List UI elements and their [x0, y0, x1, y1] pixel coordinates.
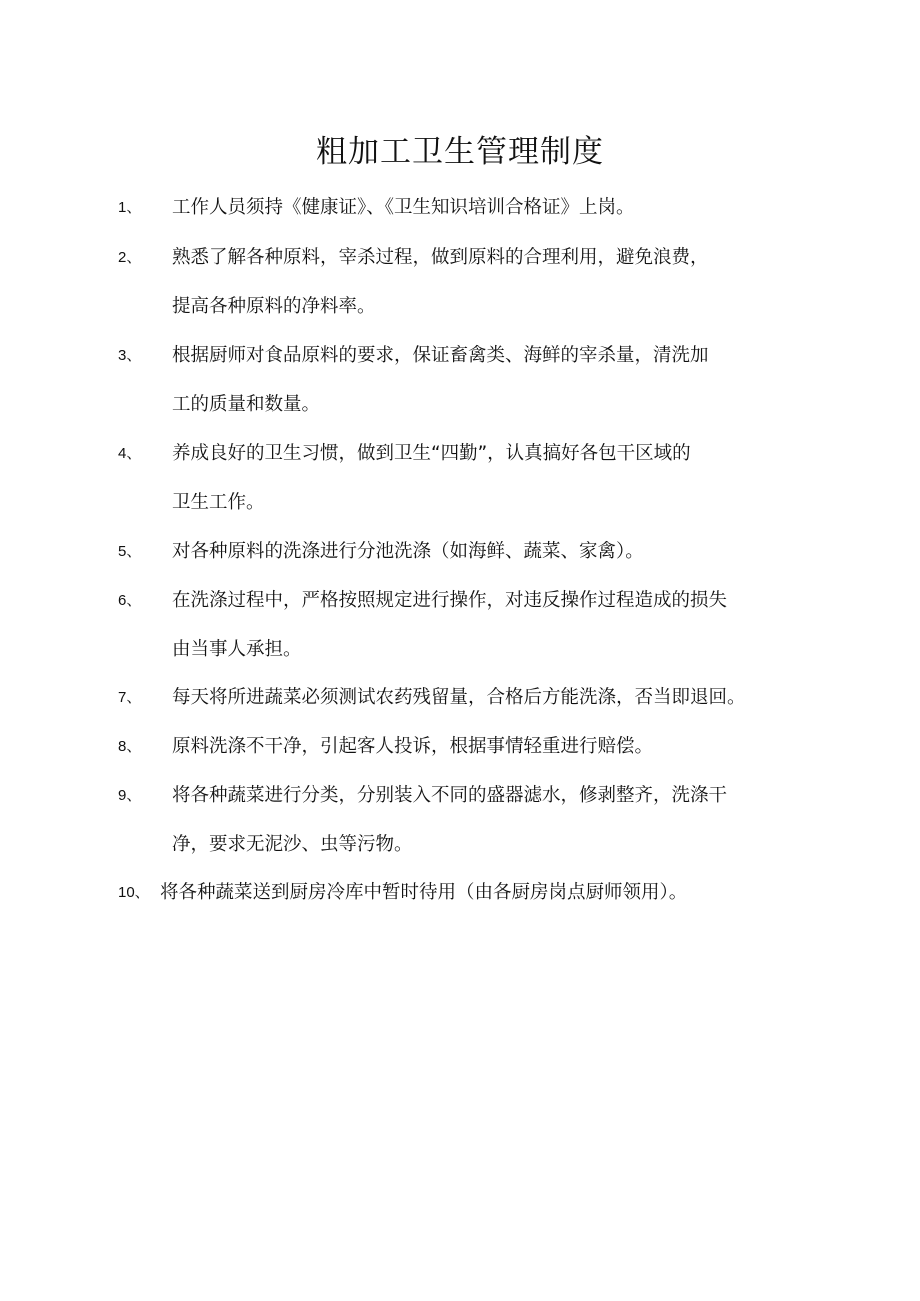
- rule-text-line: 根据厨师对食品原料的要求，保证畜禽类、海鲜的宰杀量，清洗加: [172, 345, 709, 366]
- rule-text-line: 将各种蔬菜进行分类，分别装入不同的盛器滤水，修剥整齐，洗涤干: [172, 785, 728, 806]
- rule-number: 6、: [118, 592, 142, 609]
- rule-text-line: 由当事人承担。: [172, 639, 302, 660]
- rule-text-line: 净，要求无泥沙、虫等污物。: [172, 834, 413, 855]
- rule-text-line: 原料洗涤不干净，引起客人投诉，根据事情轻重进行赔偿。: [172, 736, 654, 757]
- rule-text-line: 工作人员须持《健康证》、《卫生知识培训合格证》上岗。: [172, 197, 635, 218]
- rule-text-line: 熟悉了解各种原料，宰杀过程，做到原料的合理利用，避免浪费，: [172, 247, 709, 268]
- rule-number: 1、: [118, 199, 142, 216]
- rule-text-line: 养成良好的卫生习惯，做到卫生“四勤”，认真搞好各包干区域的: [172, 443, 691, 464]
- rule-text-line: 提高各种原料的净料率。: [172, 296, 376, 317]
- rule-text-line: 卫生工作。: [172, 492, 265, 513]
- rule-text-line: 在洗涤过程中，严格按照规定进行操作，对违反操作过程造成的损失: [172, 590, 728, 611]
- document-title: 粗加工卫生管理制度: [316, 134, 604, 170]
- rule-number: 2、: [118, 249, 142, 266]
- rule-number: 3、: [118, 347, 142, 364]
- rule-number: 4、: [118, 445, 142, 462]
- rule-text-line: 每天将所进蔬菜必须测试农药残留量，合格后方能洗涤，否当即退回。: [172, 687, 746, 708]
- rule-number: 10、: [118, 884, 150, 901]
- rule-text-line: 将各种蔬菜送到厨房冷库中暂时待用（由各厨房岗点厨师领用）。: [160, 882, 688, 903]
- rule-number: 8、: [118, 738, 142, 755]
- rule-text-line: 对各种原料的洗涤进行分池洗涤（如海鲜、蔬菜、家禽）。: [172, 541, 644, 562]
- rule-number: 5、: [118, 543, 142, 560]
- rule-text-line: 工的质量和数量。: [172, 394, 321, 415]
- rule-number: 7、: [118, 689, 142, 706]
- rule-number: 9、: [118, 787, 142, 804]
